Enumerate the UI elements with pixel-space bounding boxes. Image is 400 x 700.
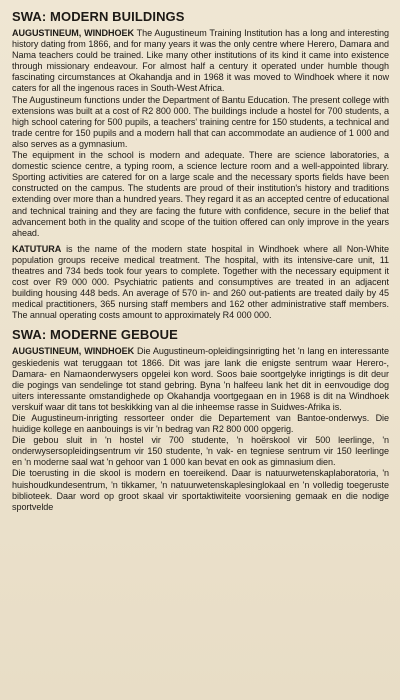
katutura-paragraph-en	[12, 244, 389, 322]
augustineum-lead-en: AUGUSTINEUM, WINDHOEK	[12, 28, 134, 38]
english-section-title: SWA: MODERN BUILDINGS	[12, 9, 185, 24]
augustineum-lead-af: AUGUSTINEUM, WINDHOEK	[12, 346, 135, 357]
building-paragraph-af: Die gebou sluit in 'n hostel vir 700 studente, 'n hoërskool vir 500 leerlinge, 'n onderwysersopleidingsentrum vir 150 studente, 'n vak- en tegniese sentrum vir 150 leerlinge en 'n moderne saal wat 'n gehoor van 1 000 kan bevat en ook as gimnasium dien.	[12, 435, 389, 468]
augustineum-paragraph-af	[12, 346, 389, 413]
department-paragraph-af: Die Augustineum-inrigting ressorteer onder die Departement van Bantoe-onderwys. Die huidige kollege en aanbouings is vir 'n bedrag van R2 800 000 opgerig.	[12, 413, 389, 435]
katutura-lead-en: KATUTURA	[12, 243, 62, 254]
equipment-paragraph-af: Die toerusting in die skool is modern en toereikend. Daar is natuurwetenskaplaboratoria, 'n huishoudkundesentrum, 'n tikkamer, 'n natuurwetenskaplesinglokaal en 'n volledig toegeruste biblioteek. Daar word op groot skaal vir sportaktiwiteite voorsiening gemaak en die nodige sportvelde	[12, 468, 389, 512]
augustineum-body-af: Die Augustineum-opleidingsinrigting het 'n lang en interessante geskiedenis wat teruggaan tot 1866. Dit was jare lank die enigste sentrum waar Herero-, Damara- en Namaonderwysers opgelei kon word. Soos baie soortgelyke inrigtings is dit deur die pogings van sendelinge tot stand gebring. Byna 'n halfeeu lank het dit in eenvoudige dog uiters interessante omstandighede op Okahandja voortgegaan en in 1968 is dit na Windhoek verskuif waar dit tans tot beskikking van al die inheemse rasse in Suidwes-Afrika is.	[12, 346, 389, 412]
equipment-paragraph-en: The equipment in the school is modern and adequate. There are science laboratories, a domestic science centre, a typing room, a science lecture room and a well-appointed library. Sporting activities are catered for on a large scale and the necessary sports fields have been constructed on the campus. The students are proud of their institution's history and traditions extending over more than a hundred years. They regard it as an accepted centre of educational and technical training and they are facing the future with confidence, secure in the belief that advancement both in the quality and scope of the tuition offered can only improve in the years ahead.	[12, 150, 389, 238]
department-paragraph-en: The Augustineum functions under the Department of Bantu Education. The present college with extensions was built at a cost of R2 800 000. The buildings include a hostel for 700 students, a high school catering for 500 pupils, a teachers' training centre for 150 students, a technical and trade centre for 150 pupils and a modern hall that can accommodate an audience of 1 000 and also serves as a gymnasium.	[12, 94, 389, 149]
augustineum-paragraph-en	[12, 28, 389, 95]
augustineum-body-en: The Augustineum Training Institution has a long and interesting history dating from 1866, and for many years it was the only centre where Herero, Damara and Nama teachers could be trained. Like many other institutions of its kind it came into existence through missionary endeavour. For almost half a century it operated under humble though fascinating circumstances at Okahandja and in 1968 it was moved to Windhoek where it now caters for all the ingenous races in South-West Africa.	[12, 28, 389, 94]
afrikaans-section-title: SWA: MODERNE GEBOUE	[12, 327, 178, 343]
katutura-body-en: is the name of the modern state hospital in Windhoek where all Non-White population groups receive medical treatment. The hospital, with its intensive-care unit, 11 theatres and 734 beds took four years to complete. Together with the necessary equipment it cost over R9 000 000. Psychiatric patients and consumptives are treated in an adjacent building housing 448 beds. An average of 570 in- and 260 out-patients are treated daily by 45 medical practitioners, 365 nursing staff members and 162 other administrative staff members. The annual operating costs amount to approximately R4 000 000.	[12, 243, 389, 321]
